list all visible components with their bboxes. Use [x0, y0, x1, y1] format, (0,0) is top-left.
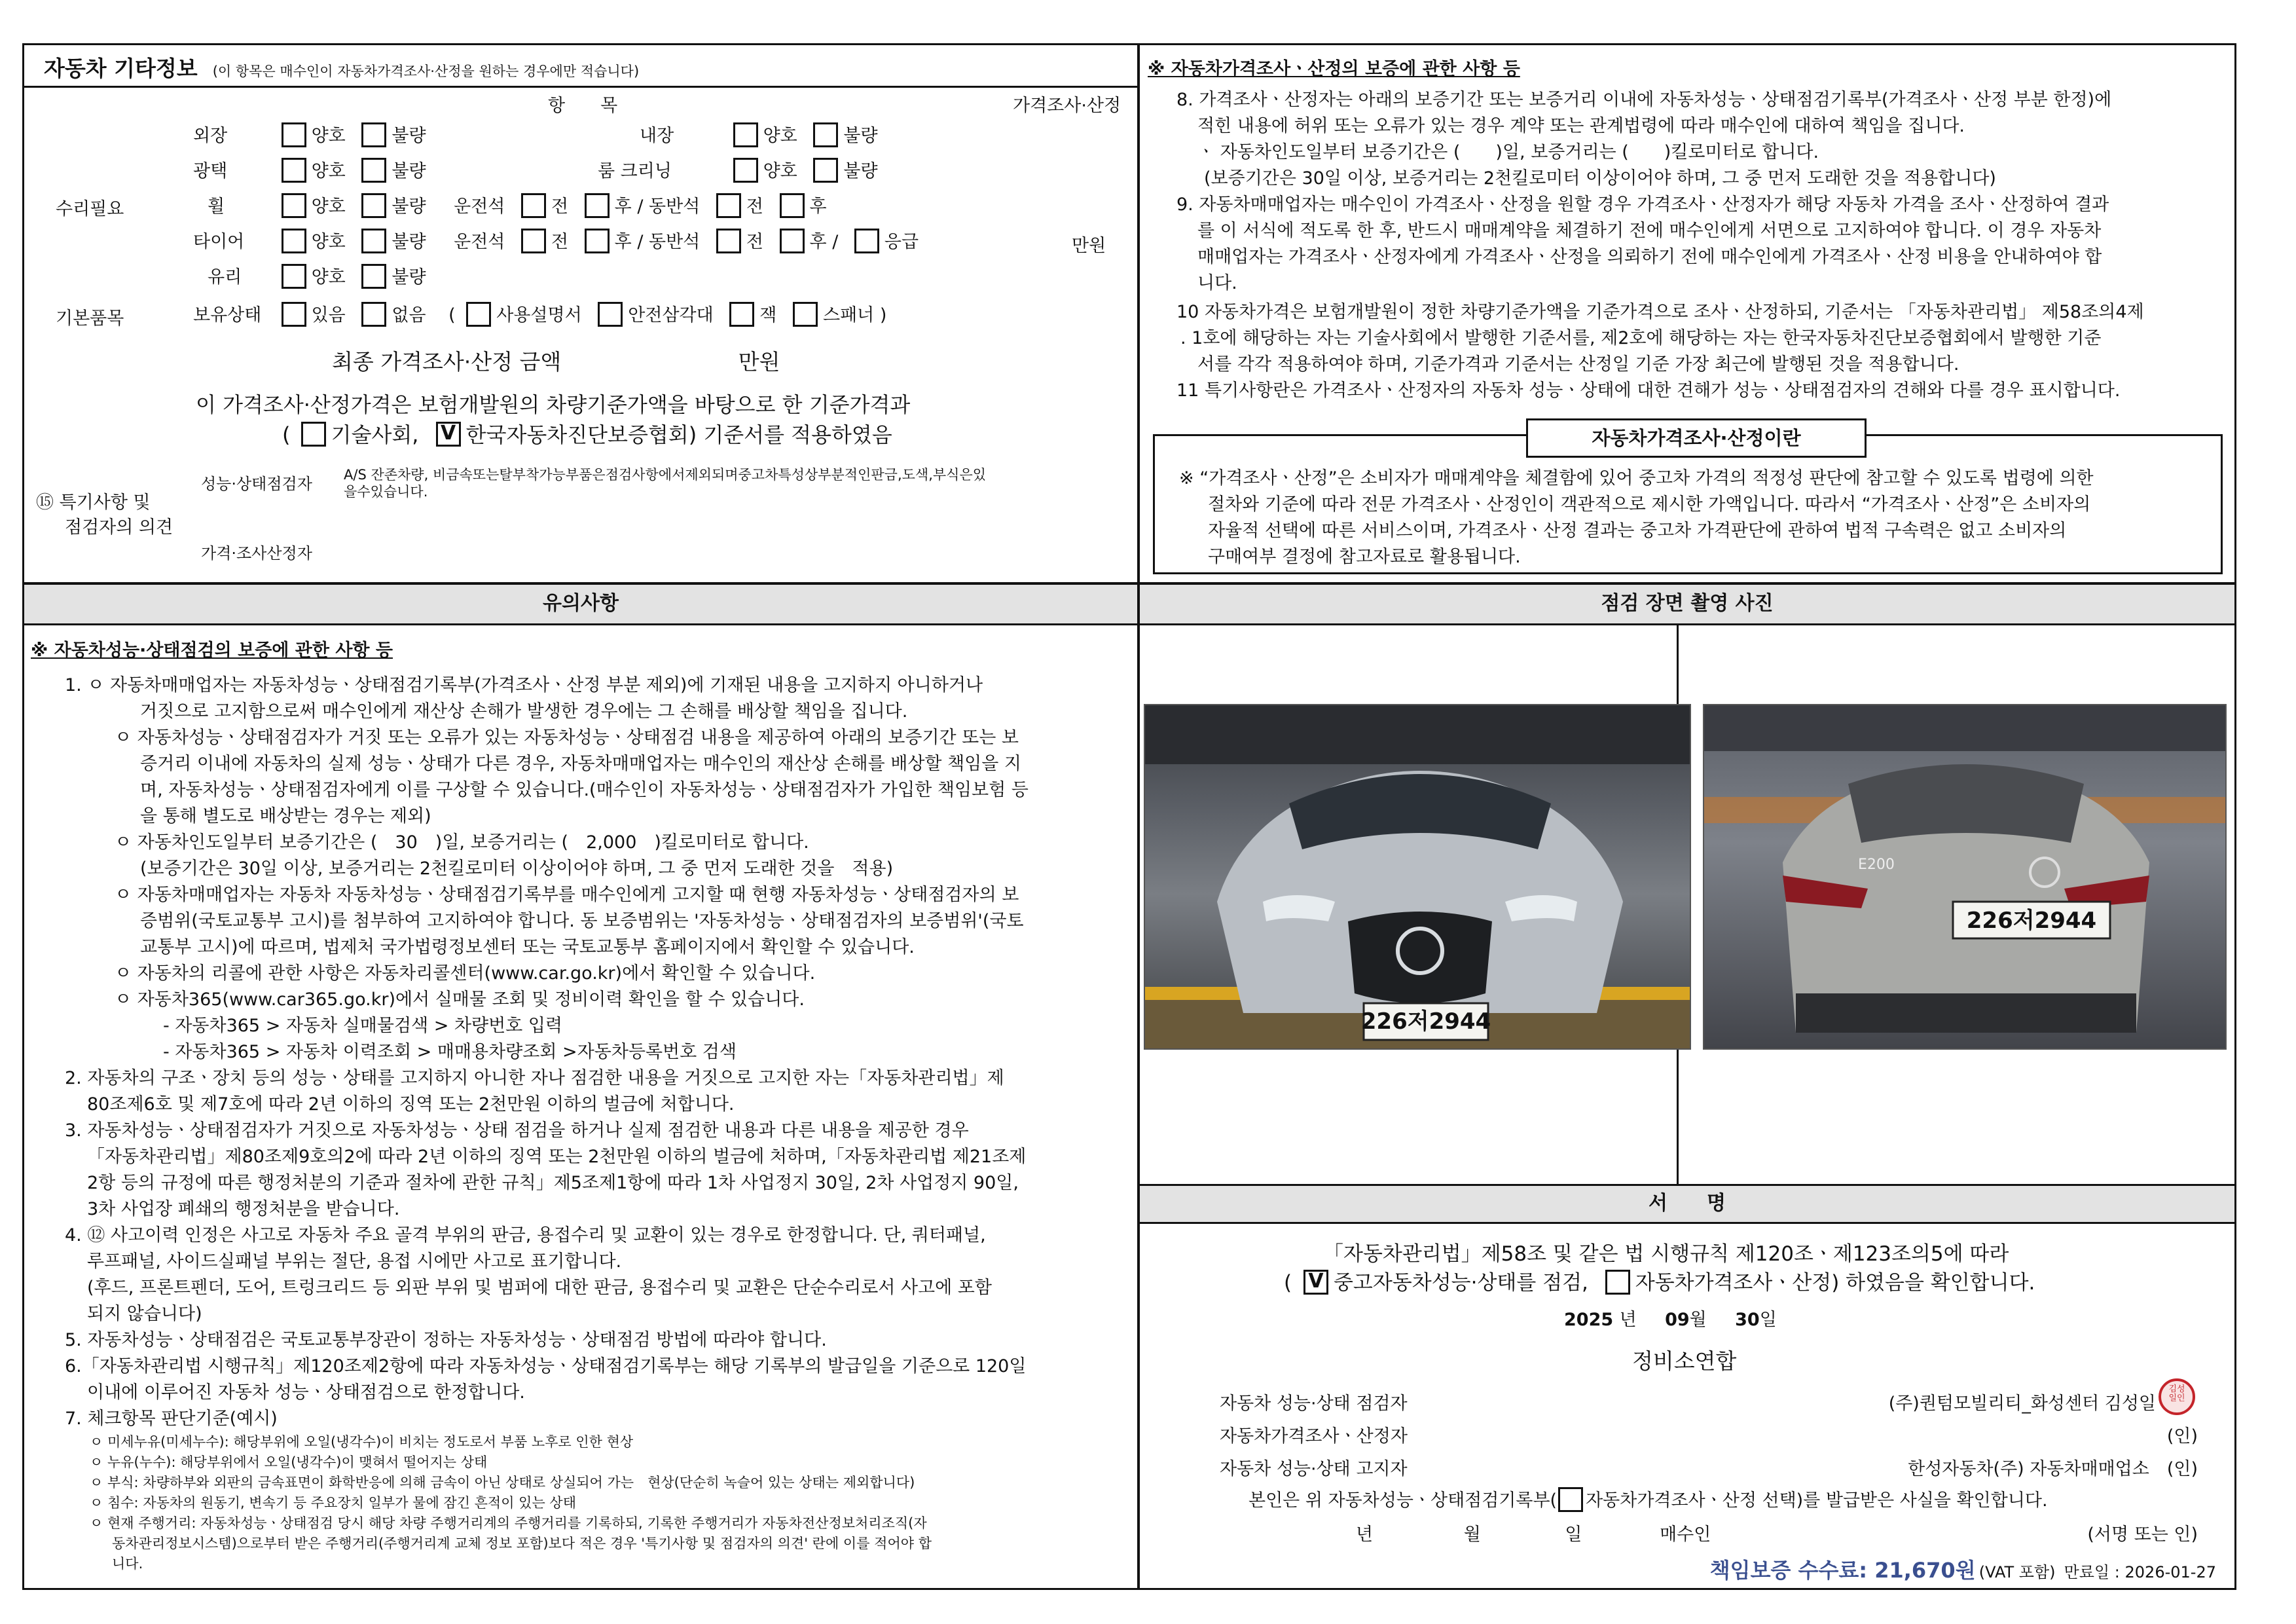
price-warranty-heading: ※ 자동차가격조사ㆍ산정의 보증에 관한 사항 등 — [1148, 59, 1520, 79]
room-bad-checkbox[interactable] — [813, 158, 838, 183]
tire-passenger-rear-checkbox[interactable] — [780, 229, 805, 253]
gloss-good-checkbox[interactable] — [282, 158, 306, 183]
expiry-date: 만료일 : 2026-01-27 — [2064, 1563, 2216, 1581]
wheel-driver-rear-checkbox[interactable] — [585, 193, 610, 218]
spanner-checkbox[interactable] — [793, 302, 818, 327]
fee-vat-note: (VAT 포함) — [1978, 1563, 2056, 1581]
possession-yes-checkbox[interactable] — [282, 302, 306, 327]
row-interior: 내장 양호 불량 — [640, 121, 878, 149]
performance-check-checkbox[interactable]: V — [1303, 1270, 1328, 1295]
basic-items-label: 기본품목 — [56, 308, 124, 329]
receipt-date-row: 년 월 일 매수인 — [1356, 1524, 1711, 1545]
price-survey-definition-title: 자동차가격조사·산정이란 — [1526, 418, 1867, 458]
warranty-fee: 책임보증 수수료: 21,670원 — [1709, 1558, 1976, 1583]
tire-good-checkbox[interactable] — [282, 229, 306, 253]
wheel-driver-front-checkbox[interactable] — [521, 193, 546, 218]
col-price-header: 가격조사·산정 — [1013, 96, 1121, 116]
col-item-header: 항 목 — [548, 96, 618, 116]
confirmation-line: ( V 중고자동차성능·상태를 점검, 자동차가격조사ㆍ산정) 하였음을 확인합니다. — [1284, 1269, 2035, 1295]
tire-bad-checkbox[interactable] — [361, 229, 386, 253]
triangle-checkbox[interactable] — [598, 302, 623, 327]
sig-row-label-notifier: 자동차 성능·상태 고지자 — [1220, 1459, 1408, 1479]
kadwa-checkbox[interactable]: V — [436, 422, 461, 447]
exterior-bad-checkbox[interactable] — [361, 122, 386, 147]
wheel-bad-checkbox[interactable] — [361, 193, 386, 218]
glass-bad-checkbox[interactable] — [361, 264, 386, 289]
front-car-illustration — [1145, 705, 1691, 1050]
receipt-price-survey-checkbox[interactable] — [1558, 1487, 1583, 1512]
inspector-note-1: A/S 잔존차량, 비금속또는탈부착가능부품은점검사항에서제외되며중고차특성상부분적인판금,도색,부식은있 — [344, 467, 987, 483]
inspector-label: 성능·상태점검자 — [201, 475, 312, 493]
check-criteria-text: ㅇ 미세누유(미세누수): 해당부위에 오일(냉각수)이 비치는 정도로서 부품 노후로 인한 현상 ㅇ 누유(누수): 해당부위에서 오일(냉각수)이 맺혀서 떨어지는 상태 ㅇ 부식: 차량하부와 외판의 금속표면이 화학반응에 의해 금속이 아닌 상태로 상실되어 가는 현상(단순히 녹슬어 있는 상태는 제외합니다) ㅇ 침수: 자동차의 원동기, 변속기 등 주요장치 일부가 물에 잠긴 흔적이 있는 상태 ㅇ 현재 주행거리: 자동차성능ㆍ상태점검 당시 해당 차량 주행거리계의 주행거리를 기록하되, 기록한 주행거리가 자동차전산정보처리조직(자 동차관리정보시스템)으로부터 받은 주행거리(주행거리계 교체 정보 포함)보다 적은 경우 '특기사항 및 점검자의 의견' 란에 이를 적어야 합 니다. — [90, 1434, 932, 1572]
rear-car-photo — [1703, 704, 2227, 1050]
row-exterior: 외장 양호 불량 — [193, 121, 426, 149]
fee-row — [1710, 1554, 2216, 1584]
exterior-good-checkbox[interactable] — [282, 122, 306, 147]
buyer-signature: (서명 또는 인) — [2087, 1524, 2198, 1545]
interior-bad-checkbox[interactable] — [813, 122, 838, 147]
row-gloss: 광택 양호 불량 — [193, 157, 426, 185]
front-plate-text: 226저2944 — [1360, 1008, 1491, 1035]
wheel-passenger-rear-checkbox[interactable] — [780, 193, 805, 218]
sig-row-label-inspector: 자동차 성능·상태 점검자 — [1220, 1393, 1408, 1414]
tire-price-unit: 만원 — [1072, 236, 1106, 256]
tire-driver-front-checkbox[interactable] — [521, 229, 546, 253]
possession-no-checkbox[interactable] — [361, 302, 386, 327]
jack-checkbox[interactable] — [729, 302, 754, 327]
final-price-row: 최종 가격조사·산정 금액 만원 — [332, 349, 780, 375]
photo-signature-panel — [1138, 583, 2236, 1590]
sig-row-value-inspector: (주)퀀텀모빌리티_화성센터 김성일 — [1888, 1393, 2156, 1414]
row-tire: 타이어 양호 불량 운전석 전 후 / 동반석 전 후 / 응급 — [193, 227, 919, 255]
wheel-good-checkbox[interactable] — [282, 193, 306, 218]
special-notes-label-1: ⑮ 특기사항 및 — [36, 492, 151, 513]
panel-title-note: (이 항목은 매수인이 자동차가격조사·산정을 원하는 경우에만 적습니다) — [212, 64, 640, 79]
row-wheel: 휠 양호 불량 운전석 전 후 / 동반석 전 후 — [193, 192, 827, 220]
issue-date: 2025 년 09월 30일 — [1564, 1310, 1777, 1330]
price-survey-definition-text: ※ “가격조사ㆍ산정”은 소비자가 매매계약을 체결함에 있어 중고차 가격의 적정성 판단에 참고할 수 있도록 법령에 의한 절차와 기준에 따라 전문 가격조사ㆍ산정인이 객관적으로 제시한 가액입니다. 따라서 “가격조사ㆍ산정”은 소비자의 자율적 선택에 따른 서비스이며, 가격조사ㆍ산정 결과는 중고차 가격판단에 관하여 법적 구속력은 없고 소비자의 구매여부 결정에 참고자료로 활용됩니다. — [1179, 468, 2094, 567]
vehicle-other-info-panel — [22, 43, 1139, 584]
receipt-confirmation: 본인은 위 자동차성능ㆍ상태점검기록부( 자동차가격조사ㆍ산정 선택)를 발급받은 사실을 확인합니다. — [1248, 1486, 2048, 1514]
room-good-checkbox[interactable] — [733, 158, 758, 183]
sig-row-value-pricer: (인) — [2166, 1426, 2198, 1447]
inspector-note-2: 을수있습니다. — [344, 484, 428, 500]
row-room-cleaning: 룸 크리닝 양호 불량 — [598, 157, 878, 185]
interior-good-checkbox[interactable] — [733, 122, 758, 147]
tire-passenger-front-checkbox[interactable] — [716, 229, 741, 253]
pricer-label: 가격·조사산정자 — [201, 544, 312, 563]
price-warranty-panel — [1138, 43, 2236, 584]
tire-emergency-checkbox[interactable] — [854, 229, 879, 253]
glass-good-checkbox[interactable] — [282, 264, 306, 289]
technician-society-checkbox[interactable] — [301, 422, 326, 447]
front-car-photo — [1144, 704, 1691, 1050]
manual-checkbox[interactable] — [466, 302, 491, 327]
panel-title: 자동차 기타정보 — [44, 56, 198, 81]
sig-row-value-notifier: 한성자동차(주) 자동차매매업소 (인) — [1908, 1459, 2198, 1479]
wheel-passenger-front-checkbox[interactable] — [716, 193, 741, 218]
law-reference-line: 「자동차관리법」제58조 및 같은 법 시행규칙 제120조ㆍ제123조의5에 따라 — [1323, 1242, 2009, 1266]
signature-bar: 서 명 — [1140, 1186, 2234, 1224]
gloss-bad-checkbox[interactable] — [361, 158, 386, 183]
sig-row-label-pricer: 자동차가격조사ㆍ산정자 — [1220, 1426, 1408, 1447]
row-possession: 보유상태 있음 없음 ( 사용설명서 안전삼각대 잭 스패너 ) — [193, 301, 886, 329]
notice-panel — [22, 583, 1139, 1590]
row-glass: 유리 양호 불량 — [193, 263, 426, 291]
photo-bar: 점검 장면 촬영 사진 — [1140, 585, 2234, 625]
rear-plate-text: 226저2944 — [1966, 908, 2097, 934]
special-notes-label-2: 점검자의 의견 — [65, 517, 173, 538]
notice-heading: ※ 자동차성능·상태점검의 보증에 관한 사항 등 — [31, 640, 393, 661]
rear-car-illustration — [1704, 705, 2227, 1050]
notice-bar: 유의사항 — [24, 585, 1137, 625]
tire-driver-rear-checkbox[interactable] — [585, 229, 610, 253]
organization-name: 정비소연합 — [1632, 1348, 1737, 1374]
price-survey-checkbox[interactable] — [1605, 1270, 1630, 1295]
repair-needed-label: 수리필요 — [56, 199, 124, 219]
standard-statement-1: 이 가격조사·산정가격은 보험개발원의 차량기준가액을 바탕으로 한 기준가격과 — [196, 392, 911, 417]
price-warranty-text: 8. 가격조사ㆍ산정자는 아래의 보증기간 또는 보증거리 이내에 자동차성능ㆍ상태점검기록부(가격조사ㆍ산정 부분 한정)에 적힌 내용에 허위 또는 오류가 있는 경우 계약 또는 관계법령에 따라 매수인에 대하여 책임을 집니다. ㆍ 자동차인도일부터 보증기간은 ( )일, 보증거리는 ( )킬로미터로 합니다. (보증기간은 30일 이상, 보증거리는 2천킬로미터 이상이어야 하며, 그 중 먼저 도래한 것을 적용합니다) 9. 자동차매매업자는 매수인이 가격조사ㆍ산정을 원할 경우 가격조사ㆍ산정자가 해당 자동차 가격을 조사ㆍ산정하여 결과 를 이 서식에 적도록 한 후, 반드시 매매계약을 체결하기 전에 매수인에게 서면으로 고지하여야 합니다. 이 경우 자동차 매매업자는 가격조사ㆍ산정자에게 가격조사ㆍ산정을 의뢰하기 전에 매수인에게 가격조사ㆍ산정 비용을 안내하여야 합 니다. 10 자동차가격은 보험개발원이 정한 차량기준가액을 기준가격으로 조사ㆍ산정하되, 기준서는 「자동차관리법」 제58조의4제 . 1호에 해당하는 자는 기술사회에서 발행한 기준서를, 제2호에 해당하는 자는 한국자동차진단보증협회에서 발행한 기준 서를 각각 적용하여야 하며, 기준가격과 기준서는 산정일 기준 가장 최근에 발행된 것을 적용합니다. 11 특기사항란은 가격조사ㆍ산정자의 자동차 성능ㆍ상태에 대한 견해가 성능ㆍ상태점검자의 견해와 다를 경우 표시합니다. — [1176, 90, 2144, 401]
rear-badge-text: E200 — [1858, 857, 1895, 873]
standard-statement-2: ( 기술사회, V 한국자동차진단보증협회) 기준서를 적용하였음 — [282, 422, 892, 447]
notice-text: 1. ㅇ 자동차매매업자는 자동차성능ㆍ상태점검기록부(가격조사ㆍ산정 부분 제외)에 기재된 내용을 고지하지 아니하거나 거짓으로 고지함으로써 매수인에게 재산상 손해가 발생한 경우에는 그 손해를 배상할 책임을 집니다. ㅇ 자동차성능ㆍ상태점검자가 거짓 또는 오류가 있는 자동차성능ㆍ상태점검 내용을 제공하여 아래의 보증기간 또는 보 증거리 이내에 자동차의 실제 성능ㆍ상태가 다른 경우, 자동차매매업자는 매수인의 재산상 손해를 배상할 책임을 지 며, 자동차성능ㆍ상태점검자에게 이를 구상할 수 있습니다.(매수인이 자동차성능ㆍ상태점검자가 가입한 책임보험 등 을 통해 별도로 배상받는 경우는 제외) ㅇ 자동차인도일부터 보증기간은 ( 30 )일, 보증거리는 ( 2,000 )킬로미터로 합니다. (보증기간은 30일 이상, 보증거리는 2천킬로미터 이상이어야 하며, 그 중 먼저 도래한 것을 적용) ㅇ 자동차매매업자는 자동차 자동차성능ㆍ상태점검기록부를 매수인에게 고지할 때 현행 자동차성능ㆍ상태점검자의 보 증범위(국토교통부 고시)를 첨부하여 고지하여야 합니다. 동 보증범위는 '자동차성능ㆍ상태점검자의 보증범위'(국토 교통부 고시)에 따르며, 법제처 국가법령정보센터 또는 국토교통부 홈페이지에서 확인할 수 있습니다. ㅇ 자동차의 리콜에 관한 사항은 자동차리콜센터(www.car.go.kr)에서 확인할 수 있습니다. ㅇ 자동차365(www.car365.go.kr)에서 실매물 조회 및 정비이력 확인을 할 수 있습니다. - 자동차365 > 자동차 실매물검색 > 차량번호 입력 - 자동차365 > 자동차 이력조회 > 매매용차량조회 >자동차등록번호 검색 2. 자동차의 구조ㆍ장치 등의 성능ㆍ상태를 고지하지 아니한 자나 점검한 내용을 거짓으로 고지한 자는「자동차관리법」제 80조제6호 및 제7호에 따라 2년 이하의 징역 또는 2천만원 이하의 벌금에 처합니다. 3. 자동차성능ㆍ상태점검자가 거짓으로 자동차성능ㆍ상태 점검을 하거나 실제 점검한 내용과 다른 내용을 제공한 경우 「자동차관리법」제80조제9호의2에 따라 2년 이하의 징역 또는 2천만원 이하의 벌금에 처하며,「자동차관리법 제21조제 2항 등의 규정에 따른 행정처분의 기준과 절차에 관한 규칙」제5조제1항에 따라 1차 사업정지 30일, 2차 사업정지 90일, 3차 사업장 폐쇄의 행정처분을 받습니다. 4. ⑫ 사고이력 인정은 사고로 자동차 주요 골격 부위의 판금, 용접수리 및 교환이 있는 경우로 한정합니다. 단, 쿼터패널, 루프패널, 사이드실패널 부위는 절단, 용접 시에만 사고로 표기합니다. (후드, 프론트펜더, 도어, 트렁크리드 등 외판 부위 및 범퍼에 대한 판금, 용접수리 및 교환은 단순수리로서 사고에 포함 되지 않습니다) 5. 자동차성능ㆍ상태점검은 국토교통부장관이 정하는 자동차성능ㆍ상태점검 방법에 따라야 합니다. 6.「자동차관리법 시행규칙」제120조제2항에 따라 자동차성능ㆍ상태점검기록부는 해당 기록부의 발급일을 기준으로 120일 이내에 이루어진 자동차 성능ㆍ상태점검으로 한정합니다. 7. 체크항목 판단기준(예시) — [65, 675, 1029, 1429]
inspector-seal-stamp: 김성일인 — [2159, 1378, 2195, 1415]
